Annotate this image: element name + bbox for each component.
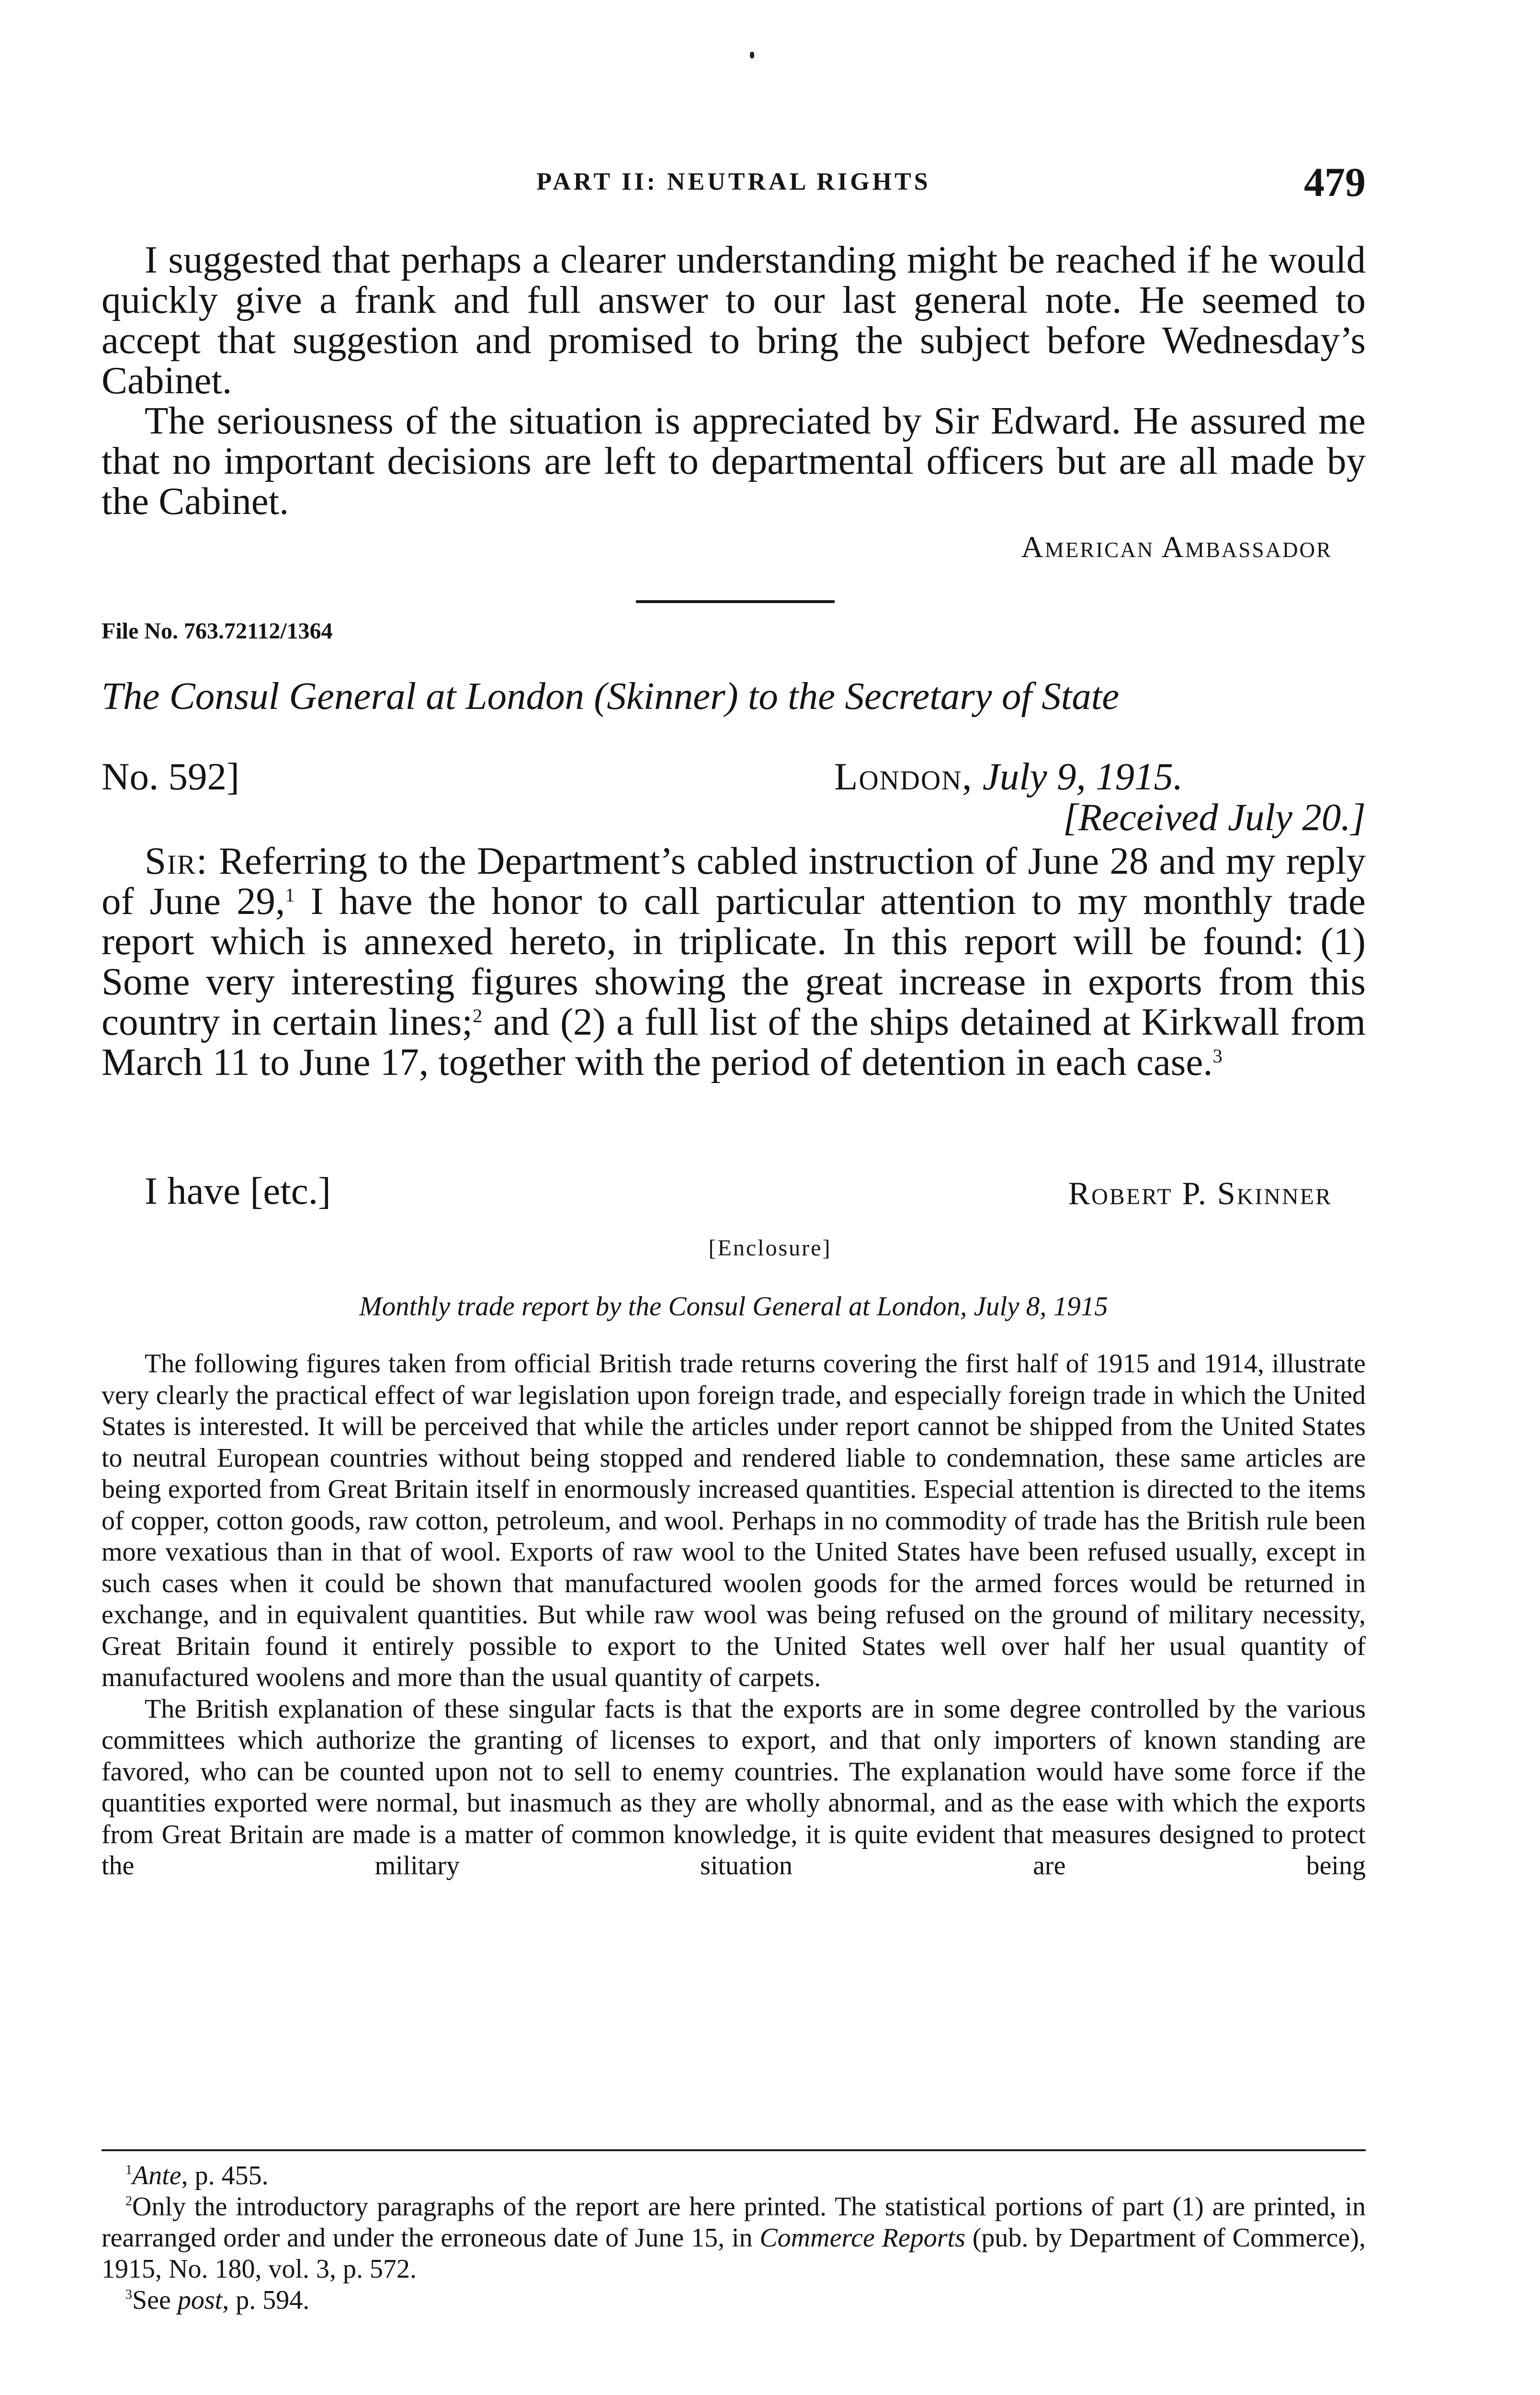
footnote-publication: Commerce Reports — [759, 2223, 965, 2253]
document-title: The Consul General at London (Skinner) to the Secretary of State — [102, 674, 1120, 718]
footnote — [102, 2160, 1366, 2191]
continued-telegram — [102, 238, 1366, 564]
footnote-text: , p. 594. — [222, 2285, 310, 2315]
footnote-text: , p. 455. — [181, 2161, 269, 2190]
footnote-mark: 3 — [125, 2287, 132, 2302]
letter-closing-row — [102, 1169, 1366, 1212]
dispatch-place-date — [834, 754, 1183, 799]
footnote-divider — [102, 2149, 1366, 2151]
letter-paragraph — [102, 841, 1366, 1082]
footnote-ref-text: Ante — [132, 2161, 181, 2190]
page-number: 479 — [1304, 159, 1366, 205]
running-head: PART II: NEUTRAL RIGHTS — [536, 168, 931, 195]
footnote-text: See — [132, 2285, 178, 2315]
signature-ambassador: American Ambassador — [1021, 530, 1332, 564]
report-paragraph: The following figures taken from official British trade returns covering the first half of 1915 and 1914, illustrate very clearly the practical effect of war legislation upon foreign trade, and especially foreign trade in which the United States is interested. It will be perceived that while the articles under report cannot be shipped from the United States to neutral European countries without being stopped and rendered liable to condemnation, these same articles are being exported from Great Britain itself in enormously increased quantities. Especial attention is directed to the items of copper, cotton goods, raw cotton, petroleum, and wool. Perhaps in no commodity of trade has the British rule been more vexatious than in that of wool. Exports of raw wool to the United States have been refused usually, except in such cases when it could be shown that manufactured woolen goods for the armed forces would be returned in exchange, and in equivalent quantities. But while raw wool was being refused on the ground of military necessity, Great Britain found it entirely possible to export to the United States well over half her usual quantity of manufactured woolens and more than the usual quantity of carpets. — [102, 1349, 1366, 1692]
enclosure-label: [Enclosure] — [708, 1235, 832, 1261]
footnote-text: Only the introductory paragraphs of the report are here printed. The statistical portions of part (1) are printed, in rearranged order and under the erroneous date of June 15, in — [102, 2192, 1366, 2253]
salutation: Sir: — [145, 839, 208, 882]
report-body — [102, 1348, 1366, 1882]
page-header — [102, 158, 1366, 206]
dispatch-place: London, — [834, 755, 973, 798]
report-paragraph: The British explanation of these singular facts is that the exports are in some degree controlled by the various committees which authorize the granting of licenses to export, and that only importers of known standing are favored, who can be counted upon not to sell to enemy countries. The explanation would have some force if the quantities exported were normal, but inasmuch as they are wholly abnormal, and as the ease with which the exports from Great Britain are made is a matter of common knowledge, it is quite evident that measures designed to protect the military situation are being — [102, 1694, 1366, 1881]
letter-closing: I have [etc.] — [145, 1169, 331, 1212]
letter-text: Referring to the Department’s cabled instruction of June 28 and my reply of June 29, — [102, 839, 1366, 923]
letter-body — [102, 841, 1366, 1082]
footnote-mark: 1 — [125, 2163, 132, 2178]
speck-mark — [750, 52, 754, 58]
report-title: Monthly trade report by the Consul General at London, July 8, 1915 — [359, 1291, 1108, 1322]
signature-consul: Robert P. Skinner — [1068, 1175, 1332, 1211]
footnote-mark: 2 — [125, 2194, 132, 2209]
footnote-ref-text: post — [177, 2285, 223, 2315]
footnote-ref: 1 — [285, 884, 295, 906]
section-divider — [636, 600, 835, 603]
paragraph: I suggested that perhaps a clearer understanding might be reached if he would quickly give a frank and full answer to our last general note. He seemed to accept that suggestion and promised to bring the subject before Wednesday’s Cabinet. — [102, 238, 1366, 402]
footnote — [102, 2285, 1366, 2316]
dispatch-number: No. 592] — [102, 755, 239, 798]
letter-text: I have the honor to call particular attention to my monthly trade report which is annexed hereto, in triplicate. In this report will be found: (1) Some very interesting figures showing the great increase in exports from this country in certain lines; — [102, 879, 1366, 1043]
received-date: [Received July 20.] — [1063, 796, 1366, 839]
footnotes — [102, 2160, 1366, 2316]
file-number: File No. 763.72112/1364 — [102, 618, 333, 644]
footnote-ref: 2 — [472, 1005, 483, 1026]
letter-text: and (2) a full list of the ships detained at Kirkwall from March 11 to June 17, together with the period of detention in each case. — [102, 1000, 1366, 1083]
footnote-text: (pub. by Department of Commerce), 1915, No. 180, vol. 3, p. 572. — [102, 2223, 1366, 2284]
footnote — [102, 2191, 1366, 2285]
paragraph: The seriousness of the situation is appreciated by Sir Edward. He assured me that no important decisions are left to departmental officers but are all made by the Cabinet. — [102, 399, 1366, 523]
dispatch-date: July 9, 1915. — [982, 755, 1183, 798]
footnote-ref: 3 — [1212, 1045, 1223, 1067]
